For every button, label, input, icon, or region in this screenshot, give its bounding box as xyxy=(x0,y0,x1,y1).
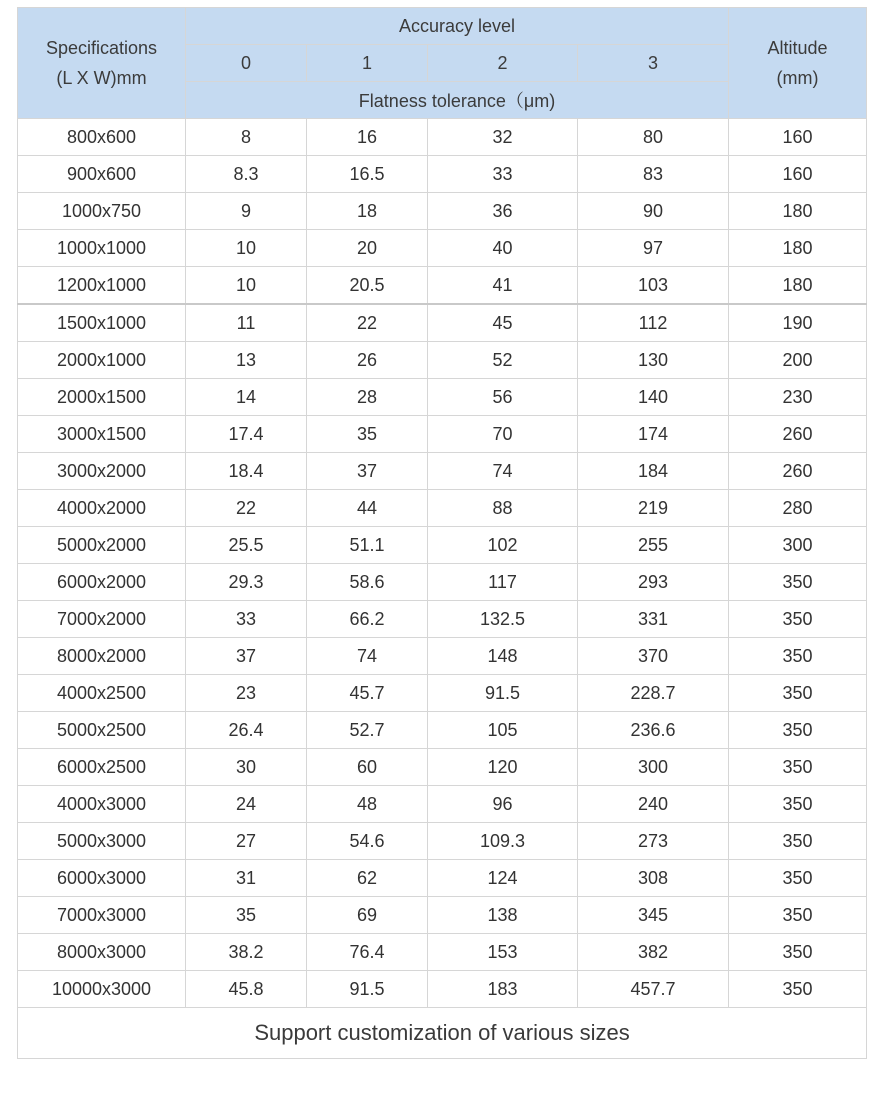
spec-cell: 900x600 xyxy=(18,156,186,193)
spec-cell: 1500x1000 xyxy=(18,304,186,342)
altitude-cell: 280 xyxy=(729,490,867,527)
table-row xyxy=(18,712,867,749)
spec-cell: 4000x2500 xyxy=(18,675,186,712)
level-3-cell: 83 xyxy=(578,156,729,193)
level-2-cell: 138 xyxy=(428,897,578,934)
accuracy-level-2: 2 xyxy=(428,45,578,82)
level-0-cell: 11 xyxy=(186,304,307,342)
specifications-unit: (L X W)mm xyxy=(56,68,147,88)
altitude-cell: 350 xyxy=(729,638,867,675)
spec-cell: 800x600 xyxy=(18,119,186,156)
table-row xyxy=(18,638,867,675)
level-1-cell: 74 xyxy=(307,638,428,675)
altitude-cell: 350 xyxy=(729,971,867,1008)
altitude-cell: 230 xyxy=(729,379,867,416)
level-3-cell: 103 xyxy=(578,267,729,305)
spec-cell: 6000x2000 xyxy=(18,564,186,601)
level-0-cell: 24 xyxy=(186,786,307,823)
level-1-cell: 58.6 xyxy=(307,564,428,601)
level-1-cell: 26 xyxy=(307,342,428,379)
level-2-cell: 36 xyxy=(428,193,578,230)
level-2-cell: 120 xyxy=(428,749,578,786)
level-3-cell: 273 xyxy=(578,823,729,860)
spec-cell: 1000x750 xyxy=(18,193,186,230)
altitude-cell: 350 xyxy=(729,712,867,749)
table-row xyxy=(18,749,867,786)
level-3-cell: 112 xyxy=(578,304,729,342)
altitude-cell: 350 xyxy=(729,786,867,823)
level-2-cell: 40 xyxy=(428,230,578,267)
accuracy-level-0: 0 xyxy=(186,45,307,82)
level-1-cell: 45.7 xyxy=(307,675,428,712)
table-row xyxy=(18,230,867,267)
level-0-cell: 37 xyxy=(186,638,307,675)
level-2-cell: 41 xyxy=(428,267,578,305)
altitude-cell: 160 xyxy=(729,156,867,193)
level-2-cell: 132.5 xyxy=(428,601,578,638)
level-3-cell: 345 xyxy=(578,897,729,934)
altitude-cell: 160 xyxy=(729,119,867,156)
level-1-cell: 20.5 xyxy=(307,267,428,305)
level-1-cell: 18 xyxy=(307,193,428,230)
altitude-cell: 300 xyxy=(729,527,867,564)
level-0-cell: 30 xyxy=(186,749,307,786)
level-2-cell: 102 xyxy=(428,527,578,564)
altitude-cell: 350 xyxy=(729,675,867,712)
level-0-cell: 10 xyxy=(186,230,307,267)
table-row xyxy=(18,193,867,230)
altitude-cell: 350 xyxy=(729,749,867,786)
level-0-cell: 26.4 xyxy=(186,712,307,749)
spec-cell: 3000x1500 xyxy=(18,416,186,453)
level-2-cell: 105 xyxy=(428,712,578,749)
customization-note: Support customization of various sizes xyxy=(18,1008,867,1059)
level-2-cell: 148 xyxy=(428,638,578,675)
level-3-cell: 236.6 xyxy=(578,712,729,749)
altitude-cell: 190 xyxy=(729,304,867,342)
level-1-cell: 35 xyxy=(307,416,428,453)
table-row xyxy=(18,119,867,156)
level-3-cell: 255 xyxy=(578,527,729,564)
level-2-cell: 183 xyxy=(428,971,578,1008)
level-0-cell: 35 xyxy=(186,897,307,934)
spec-cell: 3000x2000 xyxy=(18,453,186,490)
level-3-cell: 382 xyxy=(578,934,729,971)
level-1-cell: 51.1 xyxy=(307,527,428,564)
level-3-cell: 174 xyxy=(578,416,729,453)
level-3-cell: 331 xyxy=(578,601,729,638)
level-2-cell: 96 xyxy=(428,786,578,823)
table-row xyxy=(18,601,867,638)
level-0-cell: 8 xyxy=(186,119,307,156)
table-row xyxy=(18,267,867,305)
table-row xyxy=(18,860,867,897)
spec-cell: 5000x2000 xyxy=(18,527,186,564)
table-row xyxy=(18,971,867,1008)
level-1-cell: 48 xyxy=(307,786,428,823)
altitude-cell: 180 xyxy=(729,230,867,267)
level-1-cell: 52.7 xyxy=(307,712,428,749)
spec-table xyxy=(17,7,867,1059)
level-3-cell: 90 xyxy=(578,193,729,230)
level-3-cell: 80 xyxy=(578,119,729,156)
spec-cell: 6000x2500 xyxy=(18,749,186,786)
level-0-cell: 9 xyxy=(186,193,307,230)
spec-cell: 2000x1500 xyxy=(18,379,186,416)
table-row xyxy=(18,897,867,934)
level-3-cell: 240 xyxy=(578,786,729,823)
level-1-cell: 76.4 xyxy=(307,934,428,971)
level-0-cell: 31 xyxy=(186,860,307,897)
table-row xyxy=(18,527,867,564)
level-2-cell: 88 xyxy=(428,490,578,527)
spec-cell: 5000x3000 xyxy=(18,823,186,860)
level-3-cell: 300 xyxy=(578,749,729,786)
level-0-cell: 18.4 xyxy=(186,453,307,490)
level-0-cell: 33 xyxy=(186,601,307,638)
spec-cell: 7000x2000 xyxy=(18,601,186,638)
spec-cell: 4000x3000 xyxy=(18,786,186,823)
level-1-cell: 44 xyxy=(307,490,428,527)
level-2-cell: 56 xyxy=(428,379,578,416)
table-body xyxy=(18,119,867,1008)
accuracy-level-header: Accuracy level xyxy=(186,8,729,45)
table-footer xyxy=(18,1008,867,1059)
level-1-cell: 66.2 xyxy=(307,601,428,638)
level-2-cell: 117 xyxy=(428,564,578,601)
table-row xyxy=(18,564,867,601)
level-1-cell: 69 xyxy=(307,897,428,934)
altitude-unit: (mm) xyxy=(776,68,819,88)
spec-cell: 8000x3000 xyxy=(18,934,186,971)
spec-cell: 6000x3000 xyxy=(18,860,186,897)
spec-cell: 7000x3000 xyxy=(18,897,186,934)
altitude-header xyxy=(729,8,867,119)
level-3-cell: 97 xyxy=(578,230,729,267)
level-1-cell: 62 xyxy=(307,860,428,897)
table-row xyxy=(18,490,867,527)
level-0-cell: 27 xyxy=(186,823,307,860)
spec-cell: 4000x2000 xyxy=(18,490,186,527)
altitude-cell: 350 xyxy=(729,860,867,897)
level-2-cell: 91.5 xyxy=(428,675,578,712)
level-0-cell: 13 xyxy=(186,342,307,379)
level-2-cell: 124 xyxy=(428,860,578,897)
table-row xyxy=(18,379,867,416)
level-1-cell: 28 xyxy=(307,379,428,416)
level-0-cell: 14 xyxy=(186,379,307,416)
table-row xyxy=(18,675,867,712)
level-1-cell: 60 xyxy=(307,749,428,786)
level-0-cell: 29.3 xyxy=(186,564,307,601)
level-2-cell: 33 xyxy=(428,156,578,193)
flatness-tolerance-header: Flatness tolerance（μm) xyxy=(186,82,729,119)
table-row xyxy=(18,156,867,193)
level-2-cell: 52 xyxy=(428,342,578,379)
level-0-cell: 22 xyxy=(186,490,307,527)
level-3-cell: 130 xyxy=(578,342,729,379)
level-3-cell: 140 xyxy=(578,379,729,416)
table-row xyxy=(18,453,867,490)
level-3-cell: 293 xyxy=(578,564,729,601)
level-3-cell: 457.7 xyxy=(578,971,729,1008)
accuracy-level-3: 3 xyxy=(578,45,729,82)
spec-cell: 2000x1000 xyxy=(18,342,186,379)
table-row xyxy=(18,342,867,379)
altitude-cell: 200 xyxy=(729,342,867,379)
altitude-cell: 350 xyxy=(729,564,867,601)
spec-cell: 8000x2000 xyxy=(18,638,186,675)
level-2-cell: 109.3 xyxy=(428,823,578,860)
table-row xyxy=(18,304,867,342)
level-1-cell: 20 xyxy=(307,230,428,267)
level-0-cell: 17.4 xyxy=(186,416,307,453)
level-2-cell: 153 xyxy=(428,934,578,971)
altitude-cell: 180 xyxy=(729,267,867,305)
level-3-cell: 228.7 xyxy=(578,675,729,712)
spec-cell: 5000x2500 xyxy=(18,712,186,749)
accuracy-level-1: 1 xyxy=(307,45,428,82)
level-2-cell: 70 xyxy=(428,416,578,453)
specifications-header xyxy=(18,8,186,119)
level-3-cell: 219 xyxy=(578,490,729,527)
altitude-cell: 180 xyxy=(729,193,867,230)
altitude-cell: 260 xyxy=(729,416,867,453)
level-0-cell: 8.3 xyxy=(186,156,307,193)
level-1-cell: 16.5 xyxy=(307,156,428,193)
altitude-cell: 350 xyxy=(729,601,867,638)
level-0-cell: 10 xyxy=(186,267,307,305)
table-row xyxy=(18,823,867,860)
altitude-label: Altitude xyxy=(767,38,828,58)
altitude-cell: 350 xyxy=(729,823,867,860)
level-1-cell: 22 xyxy=(307,304,428,342)
level-3-cell: 308 xyxy=(578,860,729,897)
altitude-cell: 350 xyxy=(729,934,867,971)
level-3-cell: 184 xyxy=(578,453,729,490)
altitude-cell: 260 xyxy=(729,453,867,490)
spec-cell: 10000x3000 xyxy=(18,971,186,1008)
level-0-cell: 38.2 xyxy=(186,934,307,971)
table-row xyxy=(18,786,867,823)
table-header xyxy=(18,8,867,119)
level-0-cell: 23 xyxy=(186,675,307,712)
level-1-cell: 91.5 xyxy=(307,971,428,1008)
level-2-cell: 32 xyxy=(428,119,578,156)
specifications-label: Specifications xyxy=(45,38,158,58)
level-0-cell: 45.8 xyxy=(186,971,307,1008)
spec-cell: 1200x1000 xyxy=(18,267,186,305)
level-2-cell: 74 xyxy=(428,453,578,490)
altitude-cell: 350 xyxy=(729,897,867,934)
spec-cell: 1000x1000 xyxy=(18,230,186,267)
level-0-cell: 25.5 xyxy=(186,527,307,564)
level-2-cell: 45 xyxy=(428,304,578,342)
level-1-cell: 37 xyxy=(307,453,428,490)
level-3-cell: 370 xyxy=(578,638,729,675)
table-row xyxy=(18,416,867,453)
level-1-cell: 16 xyxy=(307,119,428,156)
table-row xyxy=(18,934,867,971)
level-1-cell: 54.6 xyxy=(307,823,428,860)
